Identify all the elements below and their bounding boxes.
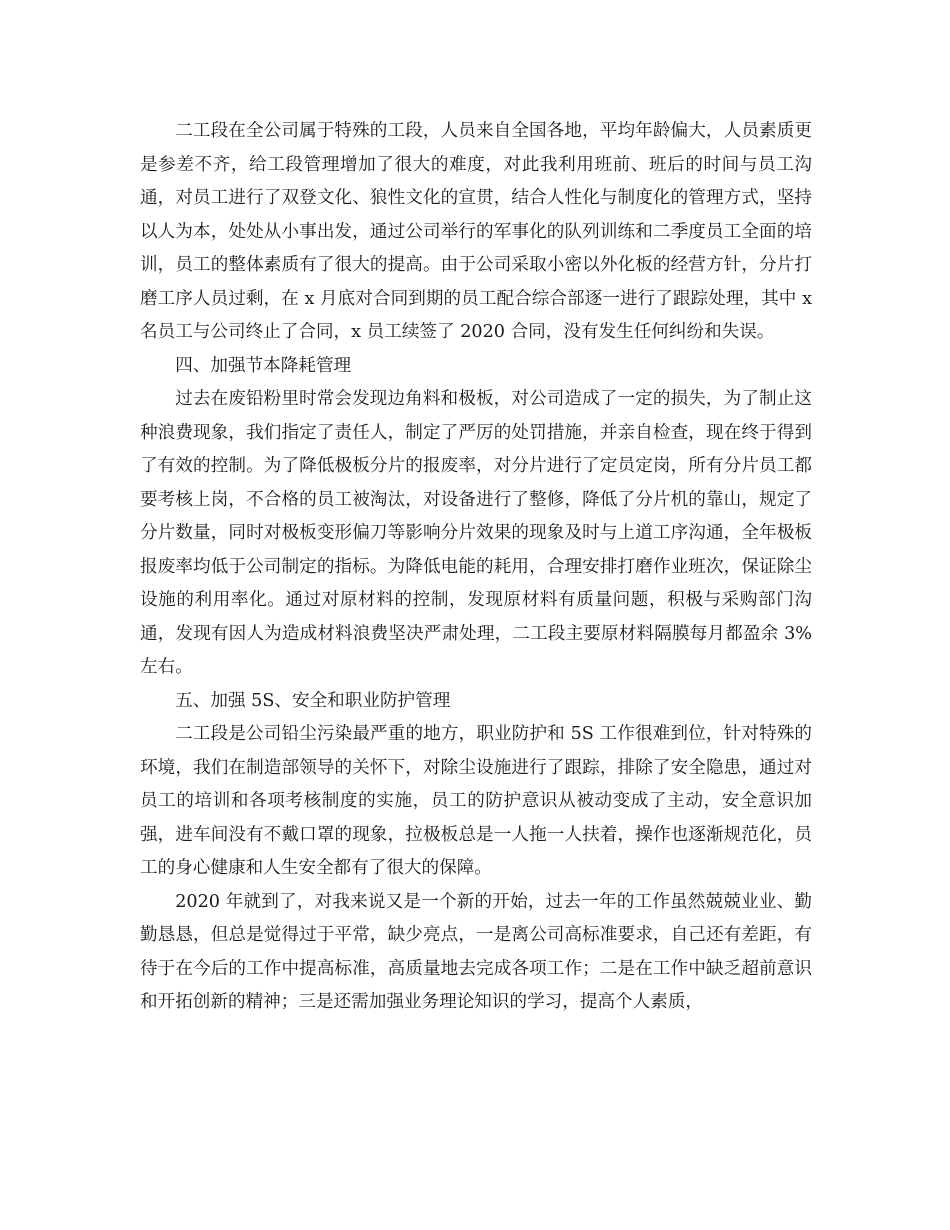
paragraph-staff-management: 二工段在全公司属于特殊的工段，人员来自全国各地，平均年龄偏大，人员素质更是参差不齐，给工段管理增加了很大的难度，对此我利用班前、班后的时间与员工沟通，对员工进行了双登文化、狼性文化的宣贯，结合人性化与制度化的管理方式，坚持以人为本，处处从小事出发，通过公司举行的军事化的队列训练和二季度员工全面的培训，员工的整体素质有了很大的提高。由于公司采取小密以外化板的经营方针，分片打磨工序人员过剩，在 x 月底对合同到期的员工配合综合部逐一进行了跟踪处理，其中 x 名员工与公司终止了合同，x 员工续签了 2020 合同，没有发生任何纠纷和失误。 [140,121,812,342]
document-body [140,115,812,1020]
heading-5s-safety: 五、加强 5S、安全和职业防护管理 [175,690,451,711]
paragraph-new-year: 2020 年就到了，对我来说又是一个新的开始，过去一年的工作虽然兢兢业业、勤勤恳恳，但总是觉得过于平常，缺少亮点，一是离公司高标准要求，自己还有差距，有待于在今后的工作中提高标准，高质量地去完成各项工作；二是在工作中缺乏超前意识和开拓创新的精神；三是还需加强业务理论知识的学习，提高个人素质， [140,891,812,1012]
heading-cost-saving: 四、加强节本降耗管理 [175,355,352,376]
paragraph-5s-safety: 二工段是公司铅尘污染最严重的地方，职业防护和 5S 工作很难到位，针对特殊的环境，我们在制造部领导的关怀下，对除尘设施进行了跟踪，排除了安全隐患，通过对员工的培训和各项考核制度的实施，员工的防护意识从被动变成了主动，安全意识加强，进车间没有不戴口罩的现象，拉极板总是一人拖一人扶着，操作也逐渐规范化，员工的身心健康和人生安全都有了很大的保障。 [140,724,812,878]
paragraph-cost-saving: 过去在废铅粉里时常会发现边角料和极板，对公司造成了一定的损失，为了制止这种浪费现象，我们指定了责任人，制定了严厉的处罚措施，并亲自检查，现在终于得到了有效的控制。为了降低极板分片的报废率，对分片进行了定员定岗，所有分片员工都要考核上岗，不合格的员工被淘汰，对设备进行了整修，降低了分片机的靠山，规定了分片数量，同时对极板变形偏刀等影响分片效果的现象及时与上道工序沟通，全年极板报废率均低于公司制定的指标。为降低电能的耗用，合理安排打磨作业班次，保证除尘设施的利用率化。通过对原材料的控制，发现原材料有质量问题，积极与采购部门沟通，发现有因人为造成材料浪费坚决严肃处理，二工段主要原材料隔膜每月都盈余 3%左右。 [140,389,812,677]
